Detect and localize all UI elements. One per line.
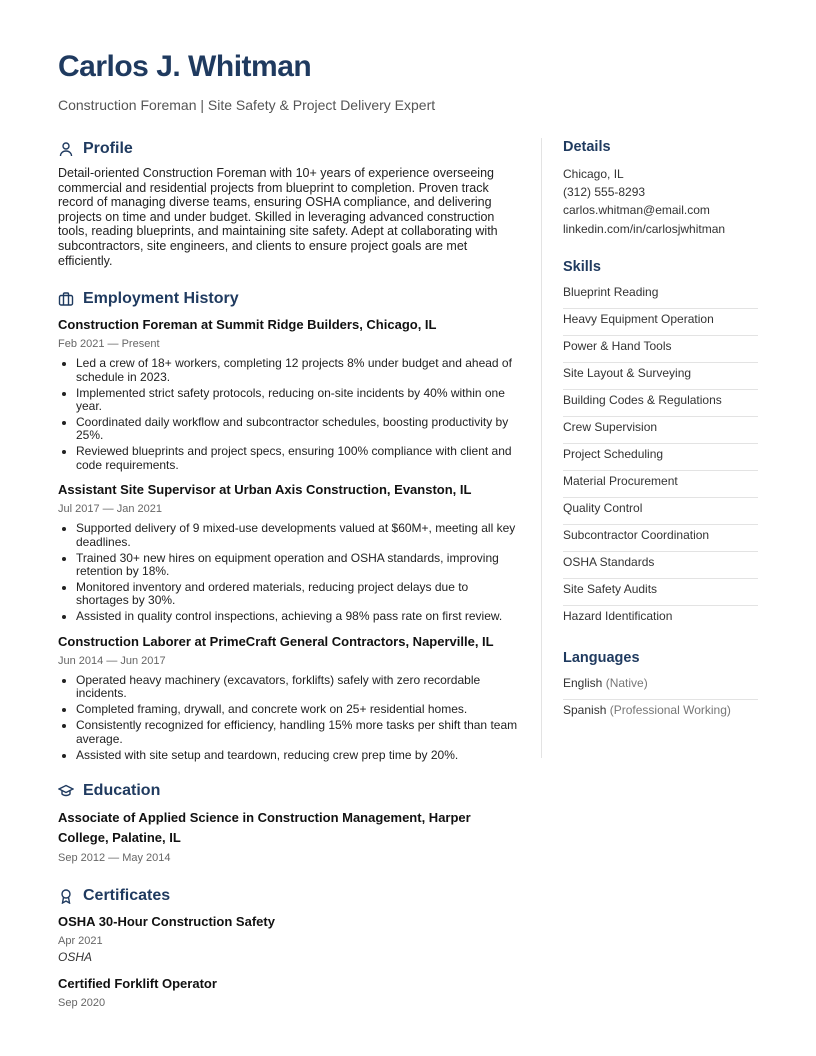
language-name: English (563, 675, 603, 690)
employment-title: Employment History (83, 290, 239, 308)
location-text: Chicago, IL (563, 167, 624, 181)
job-entry (58, 481, 518, 624)
job-dates: Feb 2021 — Present (58, 338, 160, 351)
job-bullet: • Reviewed blueprints and project specs, ensuring 100% compliance with client and code requirements. (76, 445, 518, 472)
skill-item: Blueprint Reading (563, 282, 758, 309)
candidate-headline: Construction Foreman | Site Safety & Project Delivery Expert (58, 97, 436, 113)
languages-title: Languages (563, 649, 640, 666)
job-bullet: • Assisted with site setup and teardown, reducing crew prep time by 20%. (76, 749, 518, 762)
certificate-entry (58, 975, 518, 1010)
job-dates: Jul 2017 — Jan 2021 (58, 503, 162, 516)
languages-section (563, 649, 758, 727)
job-title: Construction Laborer at PrimeCraft General Contractors, Naperville, IL (58, 633, 494, 649)
profile-summary: Detail-oriented Construction Foreman with 10+ years of experience overseeing commercial and residential projects from blueprint to completion. Proven track record of managing diverse teams, ensuring OSHA compliance, and delivering projects on time and under budget. Skilled in leveraging advanced construction tools, reading blueprints, and maintaining site safety. Adept at collaborating with subcontractors, site engineers, and clients to ensure project goals are met efficiently. (58, 166, 498, 268)
person-icon (58, 141, 74, 157)
employment-section (58, 288, 518, 762)
language-level: (Professional Working) (609, 702, 731, 717)
job-bullet: • Consistently recognized for efficiency, handling 15% more tasks per shift than team average. (76, 719, 518, 746)
job-entry (58, 633, 518, 762)
details-section (563, 138, 758, 238)
certificates-header (58, 885, 518, 907)
details-title: Details (563, 139, 611, 155)
job-bullet: • Implemented strict safety protocols, reducing on-site incidents by 40% within one year. (76, 387, 518, 414)
language-level: (Native) (605, 675, 648, 690)
skill-item: Power & Hand Tools (563, 336, 758, 363)
job-title: Construction Foreman at Summit Ridge Builders, Chicago, IL (58, 317, 437, 333)
skill-item: Building Codes & Regulations (563, 390, 758, 417)
skills-list (563, 282, 758, 633)
certificate-issuer: OSHA (58, 950, 93, 965)
job-dates: Jun 2014 — Jun 2017 (58, 654, 166, 667)
profile-header (58, 138, 518, 160)
skill-item: Quality Control (563, 498, 758, 525)
skill-item: Material Procurement (563, 471, 758, 498)
job-bullets (58, 522, 518, 624)
skill-item: Subcontractor Coordination (563, 525, 758, 552)
award-ribbon-icon (58, 888, 74, 904)
email-link[interactable]: carlos.whitman@email.com (563, 203, 710, 218)
education-header (58, 780, 518, 802)
linkedin-link[interactable]: linkedin.com/in/carlosjwhitman (563, 221, 726, 236)
language-item (563, 673, 758, 700)
certificate-entry (58, 913, 518, 965)
job-bullets (58, 357, 518, 472)
education-title: Education (83, 782, 161, 800)
job-bullet: • Assisted in quality control inspections, achieving a 98% pass rate on first review. (76, 610, 518, 623)
skill-item: Site Layout & Surveying (563, 363, 758, 390)
certificate-date: Apr 2021 (58, 935, 103, 948)
profile-title: Profile (83, 140, 133, 157)
job-bullet: • Coordinated daily workflow and subcontractor schedules, boosting productivity by 25%. (76, 416, 518, 443)
skill-item: Heavy Equipment Operation (563, 309, 758, 336)
skill-item: Hazard Identification (563, 608, 673, 623)
certificate-date: Sep 2020 (58, 997, 106, 1010)
skill-item: OSHA Standards (563, 552, 758, 579)
job-bullet: • Supported delivery of 9 mixed-use developments valued at $60M+, meeting all key deadlines. (76, 522, 518, 549)
employment-header (58, 288, 518, 310)
skill-item: Project Scheduling (563, 444, 758, 471)
skill-item: Crew Supervision (563, 417, 758, 444)
certificate-name: Certified Forklift Operator (58, 976, 217, 992)
certificate-name: OSHA 30-Hour Construction Safety (58, 914, 275, 930)
language-item (563, 700, 758, 727)
profile-section (58, 138, 518, 268)
education-section (58, 780, 518, 865)
job-bullet: • Operated heavy machinery (excavators, forklifts) safely with zero recordable incidents. (76, 674, 518, 701)
languages-list (563, 673, 758, 727)
sidebar (563, 138, 758, 727)
job-entry (58, 316, 518, 472)
skill-item: Site Safety Audits (563, 579, 758, 606)
graduation-cap-icon (58, 783, 74, 799)
job-title: Assistant Site Supervisor at Urban Axis Construction, Evanston, IL (58, 482, 472, 498)
education-dates: Sep 2012 — May 2014 (58, 852, 171, 865)
job-bullet: • Led a crew of 18+ workers, completing 12 projects 8% under budget and ahead of schedule in 2023. (76, 357, 518, 384)
job-bullet: • Completed framing, drywall, and concrete work on 25+ residential homes. (76, 703, 518, 716)
job-bullet: • Monitored inventory and ordered materials, reducing project delays due to shortages by 30%. (76, 581, 518, 608)
job-bullet: • Trained 30+ new hires on equipment operation and OSHA standards, improving retention by 18%. (76, 552, 518, 579)
column-divider (541, 138, 542, 758)
skills-title: Skills (563, 258, 601, 275)
language-name: Spanish (563, 702, 607, 717)
skills-section (563, 258, 758, 633)
main-column (58, 138, 518, 1011)
certificates-section (58, 885, 518, 1010)
certificates-title: Certificates (83, 887, 171, 905)
briefcase-icon (58, 291, 74, 307)
candidate-name: Carlos J. Whitman (58, 50, 312, 83)
phone-text: (312) 555-8293 (563, 185, 646, 200)
job-bullets (58, 674, 518, 762)
degree-title: Associate of Applied Science in Construction Management, Harper College, Palatine, IL (58, 810, 471, 846)
